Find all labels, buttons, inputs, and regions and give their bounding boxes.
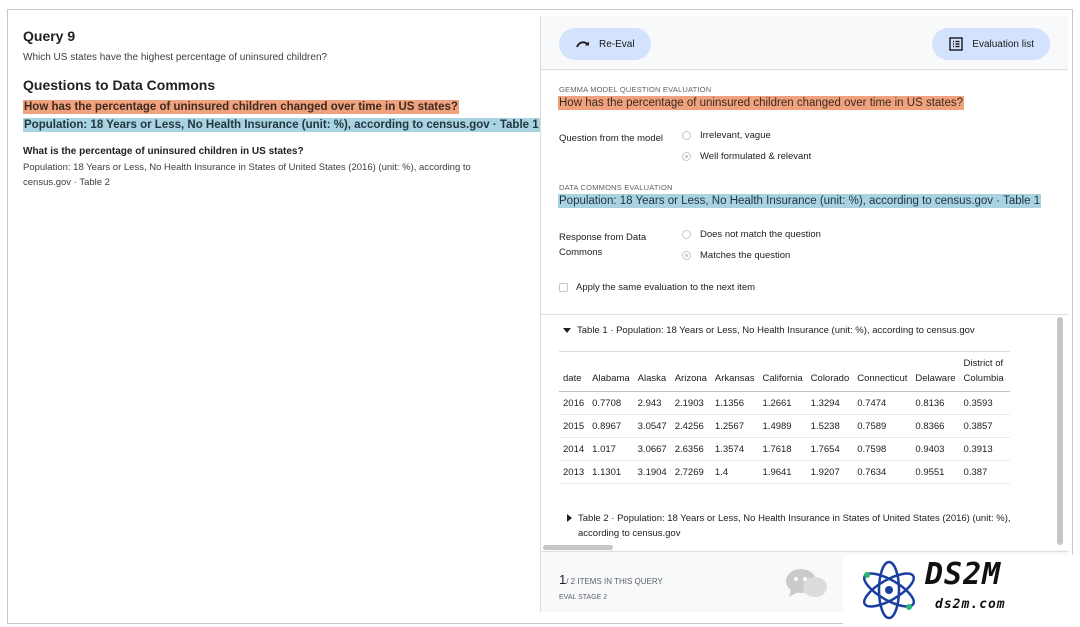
- evaluation-list-button[interactable]: [932, 28, 1050, 60]
- table-cell: 2.1903: [671, 392, 711, 415]
- highlighted-answer[interactable]: Population: 18 Years or Less, No Health Insurance (unit: %), according to census.gov · Table 1: [24, 119, 539, 131]
- table-cell: 1.017: [588, 438, 634, 461]
- table-cell: 0.7589: [853, 415, 911, 438]
- radio-irrelevant[interactable]: [682, 130, 771, 141]
- column-header: Delaware: [911, 352, 959, 392]
- radio-circle[interactable]: [682, 131, 691, 140]
- re-eval-label: Re-Eval: [599, 38, 635, 50]
- table-cell: 0.8967: [588, 415, 634, 438]
- gemma-question: How has the percentage of uninsured children changed over time in US states?: [559, 97, 964, 109]
- table-cell: 1.4: [711, 461, 759, 484]
- table-row: [559, 438, 1010, 461]
- table1: [559, 351, 1010, 484]
- table-cell: 2.6356: [671, 438, 711, 461]
- table-row: [559, 461, 1010, 484]
- table-cell: 0.9403: [911, 438, 959, 461]
- item-counter: [559, 572, 663, 587]
- redo-icon: [575, 36, 591, 52]
- checkbox-box[interactable]: [559, 283, 568, 292]
- column-header: Connecticut: [853, 352, 911, 392]
- table-cell: 2013: [559, 461, 588, 484]
- table-cell: 0.8136: [911, 392, 959, 415]
- table-header-row: [559, 352, 1010, 392]
- column-header: Alabama: [588, 352, 634, 392]
- table2-title: Table 2 · Population: 18 Years or Less, No Health Insurance in States of United States (2016) (unit: %), according to census.gov: [578, 513, 1011, 539]
- list-icon: [948, 36, 964, 52]
- column-header: Colorado: [807, 352, 854, 392]
- watermark-logo-text: DS2M: [925, 557, 1002, 592]
- table-cell: 0.3593: [960, 392, 1010, 415]
- table-cell: 1.1356: [711, 392, 759, 415]
- table-cell: 0.387: [960, 461, 1010, 484]
- table-row: [559, 415, 1010, 438]
- table-cell: 1.4989: [759, 415, 807, 438]
- evaluation-form: [541, 71, 1069, 314]
- column-header: date: [559, 352, 588, 392]
- caret-down-icon: [563, 328, 571, 333]
- column-header: District of Columbia: [960, 352, 1010, 392]
- table-cell: 1.2661: [759, 392, 807, 415]
- dc-answer: Population: 18 Years or Less, No Health Insurance (unit: %), according to census.gov · Table 1: [559, 195, 1041, 207]
- table-cell: 1.3294: [807, 392, 854, 415]
- apply-next-checkbox[interactable]: [559, 282, 755, 293]
- table-cell: 1.9207: [807, 461, 854, 484]
- query-pane: [23, 28, 539, 190]
- table-cell: 3.1904: [634, 461, 671, 484]
- vertical-scrollbar[interactable]: [1057, 317, 1063, 545]
- table-cell: 1.3574: [711, 438, 759, 461]
- table-cell: 2.943: [634, 392, 671, 415]
- table-cell: 3.0547: [634, 415, 671, 438]
- table-cell: 2015: [559, 415, 588, 438]
- dc-eval-label: DATA COMMONS EVALUATION: [559, 183, 673, 192]
- radio-matches[interactable]: [682, 250, 790, 261]
- radio-circle[interactable]: [682, 230, 691, 239]
- table-cell: 1.2567: [711, 415, 759, 438]
- table-cell: 3.0667: [634, 438, 671, 461]
- table-cell: 0.3913: [960, 438, 1010, 461]
- table-cell: 2016: [559, 392, 588, 415]
- evaluation-panel: [540, 16, 1068, 612]
- item-count-text: / 2 ITEMS IN THIS QUERY: [566, 577, 663, 586]
- table1-title: Table 1 · Population: 18 Years or Less, No Health Insurance (unit: %), according to census.gov: [577, 325, 975, 336]
- radio-well-formulated[interactable]: [682, 151, 811, 162]
- current-item: 1: [559, 572, 567, 587]
- questions-heading: Questions to Data Commons: [23, 77, 216, 93]
- apply-next-label: Apply the same evaluation to the next item: [576, 282, 756, 293]
- sub-question[interactable]: What is the percentage of uninsured children in US states?: [23, 146, 304, 157]
- horizontal-scrollbar[interactable]: [543, 545, 613, 550]
- caret-right-icon: [567, 514, 572, 522]
- query-text: Which US states have the highest percentage of uninsured children?: [23, 52, 328, 63]
- table-cell: 0.7474: [853, 392, 911, 415]
- radio-matches-label: Matches the question: [700, 250, 791, 261]
- table-cell: 0.7598: [853, 438, 911, 461]
- column-header: Alaska: [634, 352, 671, 392]
- column-header: California: [759, 352, 807, 392]
- table-cell: 2.7269: [671, 461, 711, 484]
- table-cell: 0.7634: [853, 461, 911, 484]
- table-cell: 0.7708: [588, 392, 634, 415]
- table-cell: 0.8366: [911, 415, 959, 438]
- radio-not-match[interactable]: [682, 229, 821, 240]
- eval-stage: EVAL STAGE 2: [559, 594, 608, 601]
- radio-irrelevant-label: Irrelevant, vague: [700, 130, 771, 141]
- radio-circle-selected[interactable]: [682, 251, 691, 260]
- evaluation-list-label: Evaluation list: [972, 38, 1034, 50]
- table-cell: 1.7618: [759, 438, 807, 461]
- highlighted-question[interactable]: How has the percentage of uninsured children changed over time in US states?: [24, 101, 458, 113]
- watermark: [843, 555, 1073, 624]
- table-cell: 1.5238: [807, 415, 854, 438]
- table1-toggle[interactable]: [563, 325, 975, 336]
- gemma-eval-label: GEMMA MODEL QUESTION EVALUATION: [559, 85, 712, 94]
- chat-icon: [785, 566, 829, 602]
- query-title: Query 9: [23, 28, 76, 44]
- table-row: [559, 392, 1010, 415]
- column-header: Arkansas: [711, 352, 759, 392]
- column-header: Arizona: [671, 352, 711, 392]
- sub-answer[interactable]: Population: 18 Years or Less, No Health Insurance in States of United States (2016) (unit: %), according to census.gov · Table 2: [23, 162, 471, 188]
- re-eval-button[interactable]: [559, 28, 651, 60]
- table-cell: 1.9641: [759, 461, 807, 484]
- question-row-label: Question from the model: [559, 133, 664, 144]
- table-cell: 1.7654: [807, 438, 854, 461]
- radio-circle-selected[interactable]: [682, 152, 691, 161]
- table-cell: 2014: [559, 438, 588, 461]
- table-cell: 0.9551: [911, 461, 959, 484]
- atom-logo-icon: [857, 559, 921, 621]
- watermark-url: ds2m.com: [935, 597, 1006, 612]
- response-row-label: Response from Data Commons: [559, 232, 647, 258]
- radio-well-formulated-label: Well formulated & relevant: [700, 151, 812, 162]
- table2-toggle[interactable]: [567, 511, 1037, 541]
- table-cell: 0.3857: [960, 415, 1010, 438]
- table-cell: 2.4256: [671, 415, 711, 438]
- table-cell: 1.1301: [588, 461, 634, 484]
- toolbar: [541, 16, 1068, 70]
- tables-container[interactable]: [541, 314, 1069, 550]
- radio-not-match-label: Does not match the question: [700, 229, 821, 240]
